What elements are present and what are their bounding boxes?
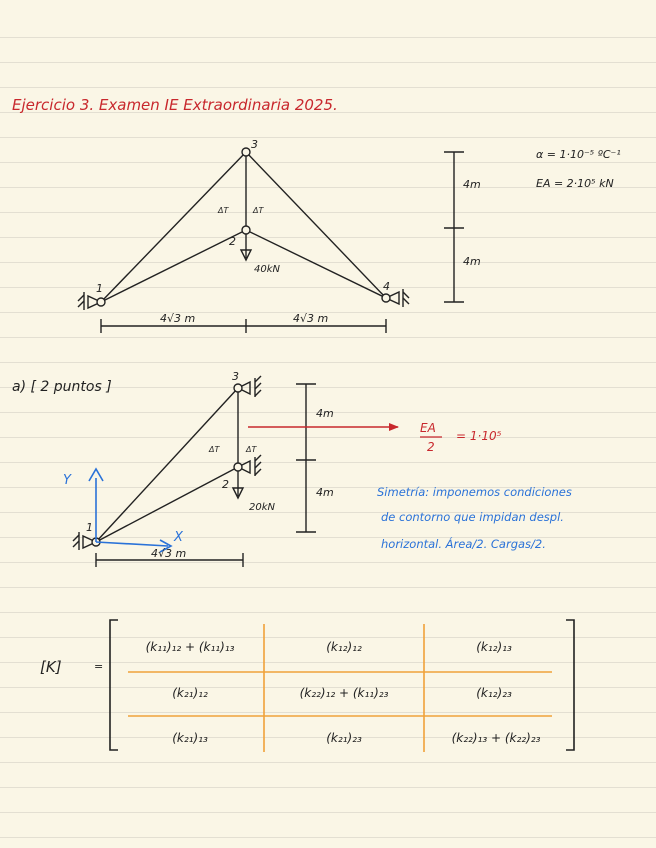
node-3 <box>234 384 242 392</box>
matrix-cell: (k₂₂)₁₃ + (k₂₂)₂₃ <box>451 731 541 745</box>
dimension-label: 4m <box>463 255 481 268</box>
node-label-2: 2 <box>222 478 229 491</box>
symmetry-note-line: de contorno que impidan despl. <box>381 510 564 524</box>
ea-denominator: 2 <box>427 440 435 454</box>
matrix-cell: (k₂₁)₁₃ <box>172 731 208 745</box>
x-axis <box>96 542 168 546</box>
matrix-cell: (k₁₂)₁₂ <box>326 640 362 654</box>
bar-3-4 <box>246 152 386 298</box>
x-axis-label: X <box>174 530 183 545</box>
matrix-cell: (k₁₂)₁₃ <box>476 640 512 654</box>
alpha-property: α = 1·10⁻⁵ ºC⁻¹ <box>536 148 621 161</box>
bar-1-2 <box>96 467 238 542</box>
node-label-1: 1 <box>86 521 93 534</box>
part-a-label: a) [ 2 puntos ] <box>12 379 112 395</box>
delta-t-label: ΔT <box>218 206 229 215</box>
delta-t-label: ΔT <box>253 206 264 215</box>
node-label-3: 3 <box>251 138 258 151</box>
matrix-equals: = <box>94 660 104 673</box>
y-axis-label: Y <box>63 473 71 488</box>
page-title: Ejercicio 3. Examen IE Extraordinaria 2025. <box>12 96 338 114</box>
node-2 <box>234 463 242 471</box>
dimension-label: 4√3 m <box>160 312 196 325</box>
dimension-label: 4m <box>316 407 334 420</box>
ea-numerator: EA <box>420 421 436 435</box>
ea-property: EA = 2·10⁵ kN <box>536 177 614 190</box>
dimension-label: 4√3 m <box>151 547 187 560</box>
node-label-4: 4 <box>383 280 390 293</box>
dimension-label: 4m <box>463 178 481 191</box>
bar-1-2 <box>101 230 246 302</box>
node-2 <box>242 226 250 234</box>
delta-t-label: ΔT <box>209 445 220 454</box>
truss-figure-half <box>73 376 316 567</box>
bar-1-3 <box>101 152 246 302</box>
truss-figure-1 <box>78 152 464 333</box>
matrix-cell: (k₂₁)₂₃ <box>326 731 362 745</box>
node-label-3: 3 <box>232 370 239 383</box>
node-4 <box>382 294 390 302</box>
node-label-2: 2 <box>229 235 236 248</box>
symmetry-note-line: horizontal. Área/2. Cargas/2. <box>381 537 546 551</box>
node-1 <box>97 298 105 306</box>
delta-t-label: ΔT <box>246 445 257 454</box>
dimension-label: 4m <box>316 486 334 499</box>
dimension-label: 4√3 m <box>293 312 329 325</box>
matrix-cell: (k₂₁)₁₂ <box>172 686 208 700</box>
matrix-label: [K] <box>40 658 62 676</box>
left-bracket <box>110 620 118 750</box>
ea-half-value: = 1·10⁵ <box>456 429 502 443</box>
matrix-cell: (k₁₁)₁₂ + (k₁₁)₁₃ <box>145 640 235 654</box>
matrix-cell: (k₂₂)₁₂ + (k₁₁)₂₃ <box>299 686 389 700</box>
right-bracket <box>566 620 574 750</box>
symmetry-note-line: Simetría: imponemos condiciones <box>377 485 572 499</box>
node-label-1: 1 <box>96 282 103 295</box>
matrix-cell: (k₁₂)₂₃ <box>476 686 512 700</box>
bar-1-3 <box>96 388 238 542</box>
load-label: 20kN <box>249 502 275 513</box>
stiffness-matrix <box>40 620 574 752</box>
load-label: 40kN <box>254 264 280 275</box>
node-3 <box>242 148 250 156</box>
